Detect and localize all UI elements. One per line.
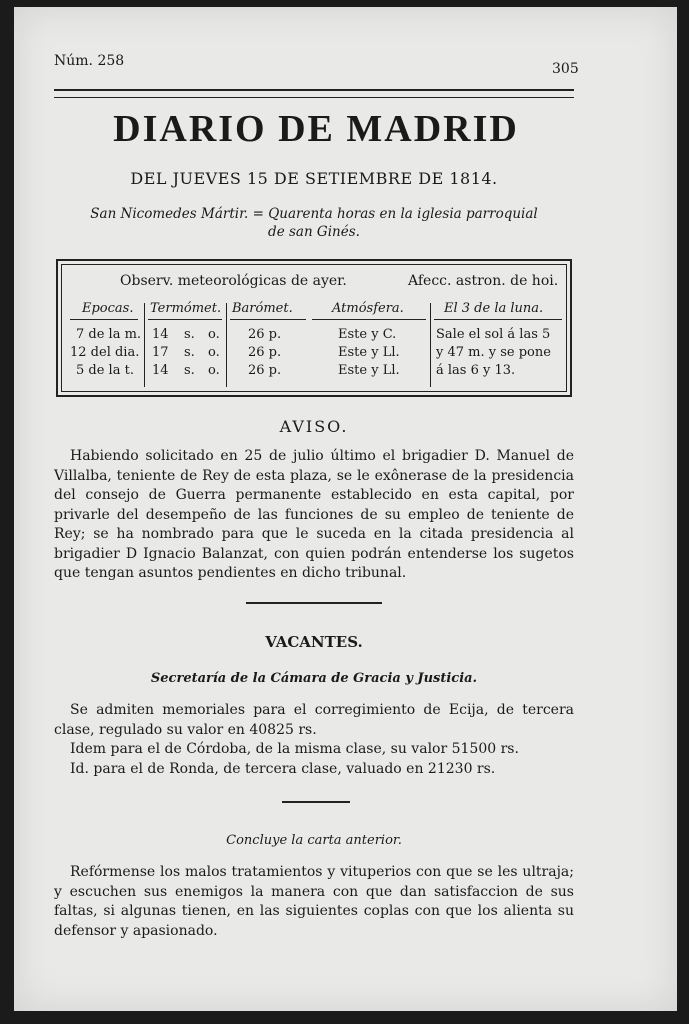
row2-atmos: Este y Ll. [338,345,400,360]
row3-term-o: o. [208,363,220,378]
meteo-title-observations: Observ. meteorológicas de ayer. [120,273,347,289]
row3-epoca: 5 de la t. [76,363,134,378]
issue-date: DEL JUEVES 15 DE SETIEMBRE DE 1814. [130,169,498,188]
saint-line-1: San Nicomedes Mártir. = Quarenta horas en la iglesia parroquial [90,206,538,222]
astro-line-2: y 47 m. y se pone [436,345,551,360]
col-termometro: Termómet. [150,301,222,316]
row1-term-s: s. [184,327,195,342]
issue-number: Núm. 258 [54,53,125,69]
aviso-text: Habiendo solicitado en 25 de julio último el brigadier D. Manuel de Villalba, teniente de Rey de esta plaza, se le exônerase de la presidencia del consejo de Guerra permanente establecido en esta capital, por privarle del desempeño de las funciones de su empleo de teniente de Rey; se ha nombrado para que le suceda en la citada presidencia al brigadier D Ignacio Balanzat, con quien podrán entenderse los sugetos que tengan asuntos pendientes en dicho tribunal. [54,448,574,581]
newspaper-page [14,7,677,1011]
col-divider [144,303,145,387]
row2-term: 17 [152,345,169,360]
col-barometro: Barómet. [232,301,293,316]
col-epocas: Epocas. [82,301,134,316]
saint-line-2: de san Ginés. [268,224,360,240]
astro-line-3: á las 6 y 13. [436,363,516,378]
row1-baro: 26 p. [248,327,282,342]
col-underline [434,319,562,320]
section-separator-short [282,801,350,803]
astro-line-1: Sale el sol á las 5 [436,327,551,342]
carta-body [54,863,574,941]
row2-term-s: s. [184,345,195,360]
saint-of-day [54,205,574,241]
page-number: 305 [552,61,579,77]
vacantes-subheading: Secretaría de la Cámara de Gracia y Justicia. [150,671,478,686]
meteorological-table [56,259,572,397]
aviso-body [54,447,574,584]
row2-term-o: o. [208,345,220,360]
row1-term: 14 [152,327,169,342]
carta-text: Refórmense los malos tratamientos y vituperios con que se les ultraja; y escuchen sus enemigos la manera con que dan satisfaccion de sus faltas, si algunas tienen, en las siguientes coplas con que los alienta su defensor y apasionado. [54,864,574,939]
col-divider [226,303,227,387]
vacantes-body [54,701,574,779]
row3-baro: 26 p. [248,363,282,378]
col-underline [312,319,426,320]
masthead-title: DIARIO DE MADRID [113,108,519,150]
carta-heading: Concluye la carta anterior. [226,833,402,848]
row1-atmos: Este y C. [338,327,397,342]
vacantes-heading: VACANTES. [265,633,363,651]
col-atmosfera: Atmósfera. [332,301,404,316]
meteo-title-astronomy: Afecc. astron. de hoi. [408,273,559,289]
vacante-line-2: Idem para el de Córdoba, de la misma clase, su valor 51500 rs. [70,741,519,757]
row1-term-o: o. [208,327,220,342]
section-separator [246,602,382,604]
meteo-inner-frame [61,264,567,392]
col-underline [230,319,306,320]
col-underline [148,319,222,320]
row3-term-s: s. [184,363,195,378]
col-underline [70,319,138,320]
row2-epoca: 12 del dia. [70,345,140,360]
col-divider [430,303,431,387]
header-rule [54,89,574,98]
row3-term: 14 [152,363,169,378]
row2-baro: 26 p. [248,345,282,360]
aviso-heading: AVISO. [279,417,349,436]
vacante-line-3: Id. para el de Ronda, de tercera clase, valuado en 21230 rs. [70,760,496,777]
vacante-line-1: Se admiten memoriales para el corregimiento de Ecija, de tercera clase, regulado su valor en 40825 rs. [54,702,574,738]
row3-atmos: Este y Ll. [338,363,400,378]
row1-epoca: 7 de la m. [76,327,142,342]
col-luna: El 3 de la luna. [444,301,544,316]
